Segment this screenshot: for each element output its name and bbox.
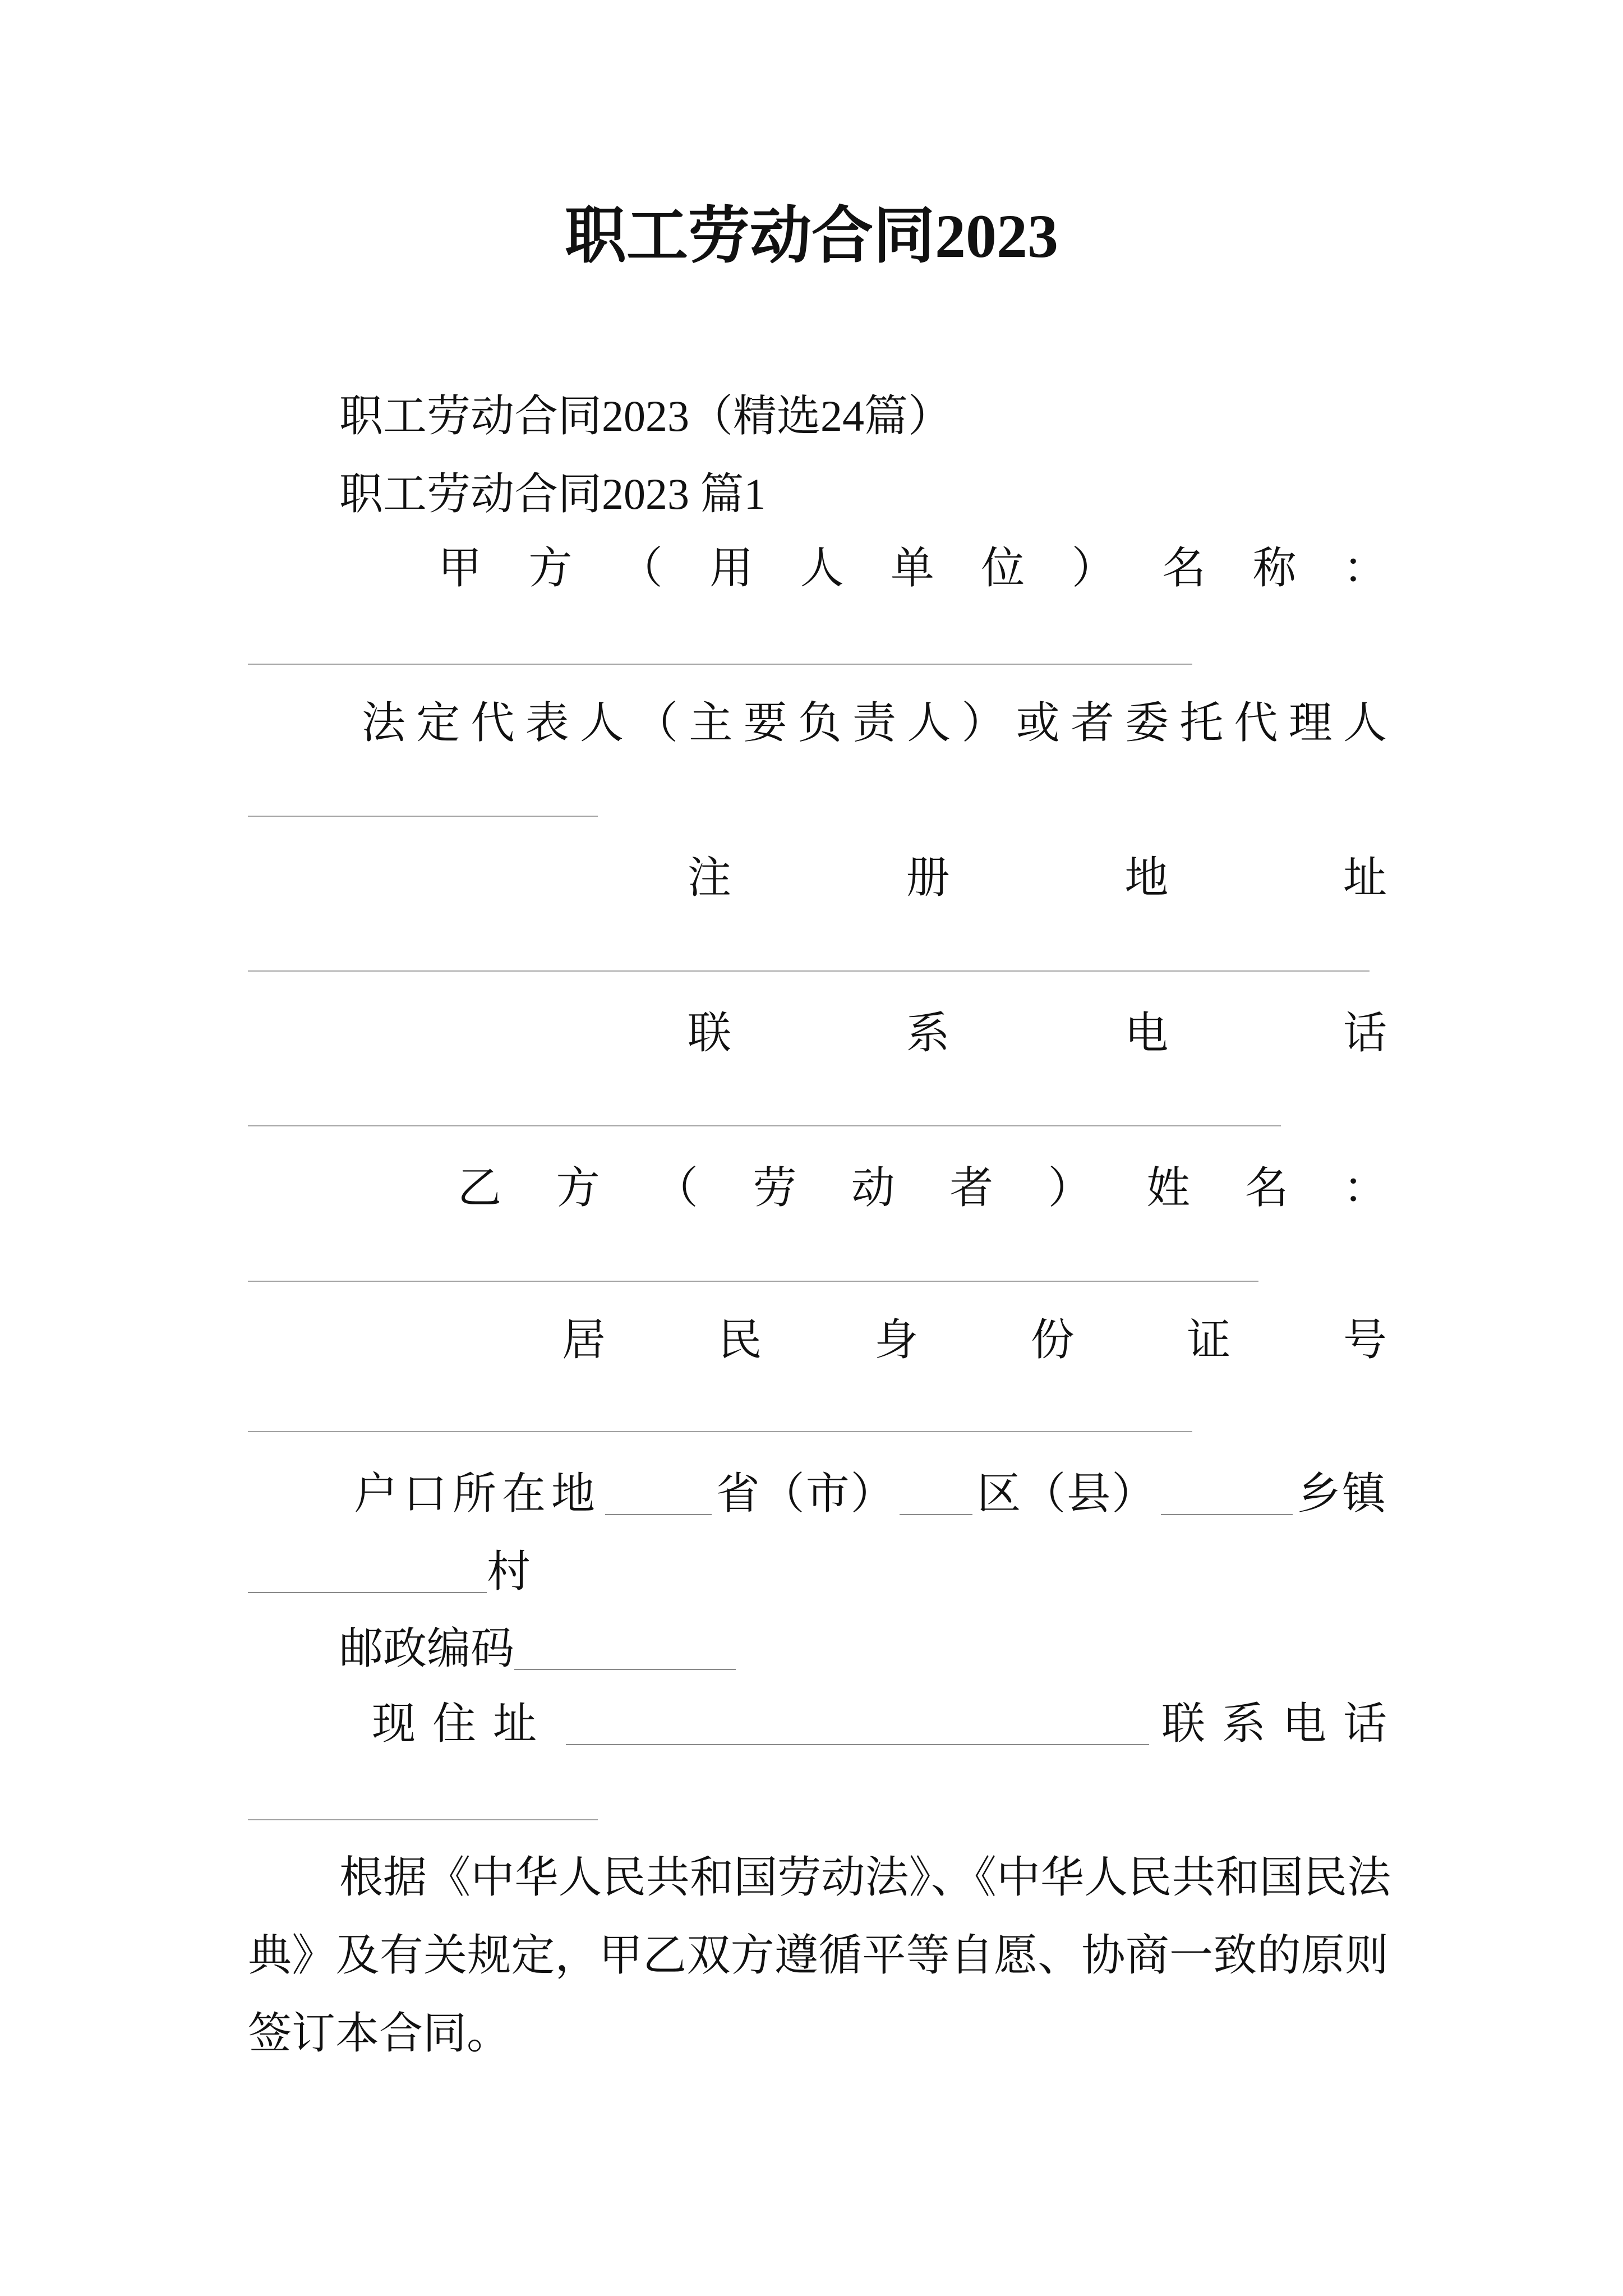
label-character: 乙	[458, 1163, 502, 1212]
label-character: 号	[1343, 1315, 1387, 1364]
party-a-registered-address-label	[688, 850, 1387, 906]
party-b-name-label	[458, 1160, 1387, 1216]
party-a-representative-fill-line	[248, 816, 598, 817]
postal-code-fill-blank	[514, 1637, 736, 1670]
label-character: 单	[890, 544, 934, 592]
label-character: 址	[1343, 853, 1387, 902]
label-character: 姓	[1146, 1163, 1191, 1212]
label-character: 责	[852, 698, 896, 747]
township-fill-blank	[1161, 1483, 1293, 1515]
label-character: 人	[800, 544, 844, 592]
village-unit-label: 村	[487, 1547, 531, 1596]
label-character: ）	[961, 698, 1006, 747]
label-character: 地	[1124, 853, 1169, 902]
label-character: 人	[1343, 698, 1387, 747]
label-character: 联	[688, 1009, 732, 1057]
current-address-fill-blank	[566, 1713, 1149, 1745]
label-character: 主	[689, 698, 733, 747]
district-fill-blank	[900, 1483, 972, 1515]
household-registration-row	[354, 1466, 1387, 1522]
party-a-name-fill-line	[248, 664, 1192, 665]
current-address-row	[372, 1696, 1404, 1752]
label-character: 人	[907, 698, 951, 747]
label-character: 代	[1234, 698, 1278, 747]
label-character: 劳	[753, 1163, 797, 1212]
label-character: ：	[1343, 1163, 1387, 1212]
household-registration-label: 户口所在地	[354, 1469, 601, 1518]
postal-code-label: 邮政编码	[339, 1624, 515, 1673]
province-fill-blank	[605, 1483, 712, 1515]
party-b-id-number-label	[562, 1312, 1387, 1368]
label-character: 表	[525, 698, 569, 747]
label-character: 系	[906, 1009, 950, 1057]
label-character: 用	[709, 544, 754, 592]
label-character: 电	[1124, 1009, 1169, 1057]
label-character: 人	[579, 698, 624, 747]
label-character: 代	[471, 698, 515, 747]
label-character: 居	[562, 1315, 606, 1364]
label-character: 者	[1070, 698, 1114, 747]
district-unit-label: 区（县）	[977, 1469, 1157, 1518]
label-character: 话	[1343, 1009, 1387, 1057]
label-character: 民	[718, 1315, 762, 1364]
label-character: ）	[1048, 1163, 1092, 1212]
label-character: 理	[1288, 698, 1332, 747]
party-b-phone-label: 联系电话	[1161, 1699, 1404, 1748]
label-character: 身	[874, 1315, 919, 1364]
label-character: 或	[1016, 698, 1060, 747]
label-character: 甲	[438, 544, 482, 592]
label-character: 称	[1252, 544, 1297, 592]
collection-title: 职工劳动合同2023（精选24篇）	[339, 392, 952, 440]
label-character: 要	[743, 698, 787, 747]
label-character: 托	[1179, 698, 1224, 747]
party-a-registered-address-fill-line	[248, 970, 1370, 972]
label-character: （	[619, 544, 663, 592]
label-character: 册	[906, 853, 950, 902]
label-character: 证	[1187, 1315, 1231, 1364]
party-a-phone-fill-line	[248, 1125, 1281, 1126]
label-character: 位	[981, 544, 1025, 592]
party-b-id-number-fill-line	[248, 1431, 1192, 1432]
party-a-representative-label	[362, 695, 1387, 751]
label-character: 名	[1244, 1163, 1289, 1212]
postal-code-row	[339, 1621, 736, 1677]
label-character: （	[654, 1163, 698, 1212]
label-character: ：	[1343, 544, 1387, 592]
province-unit-label: 省（市）	[716, 1469, 896, 1518]
label-character: 方	[528, 544, 573, 592]
party-b-name-fill-line	[248, 1281, 1258, 1282]
label-character: 份	[1030, 1315, 1075, 1364]
label-character: 名	[1162, 544, 1206, 592]
party-a-phone-label	[688, 1005, 1387, 1061]
section-heading: 职工劳动合同2023 篇1	[339, 470, 766, 518]
party-a-name-label	[438, 540, 1387, 596]
label-character: 者	[949, 1163, 994, 1212]
label-character: 方	[556, 1163, 600, 1212]
preamble-paragraph: 根据《中华人民共和国劳动法》、《中华人民共和国民法典》及有关规定，甲乙双方遵循平等自愿、协商一致的原则签订本合同。	[248, 1853, 1389, 2058]
label-character: ）	[1071, 544, 1115, 592]
party-b-phone-fill-line	[248, 1819, 598, 1820]
label-character: 定	[416, 698, 460, 747]
label-character: 委	[1125, 698, 1169, 747]
document-title: 职工劳动合同2023	[565, 202, 1058, 270]
township-unit-label: 乡镇	[1297, 1469, 1387, 1518]
village-row	[248, 1544, 531, 1600]
label-character: 法	[362, 698, 406, 747]
current-address-label: 现住址	[372, 1699, 554, 1748]
village-fill-blank	[248, 1561, 487, 1593]
label-character: 动	[851, 1163, 895, 1212]
label-character: （	[634, 698, 679, 747]
label-character: 注	[688, 853, 732, 902]
label-character: 负	[797, 698, 842, 747]
